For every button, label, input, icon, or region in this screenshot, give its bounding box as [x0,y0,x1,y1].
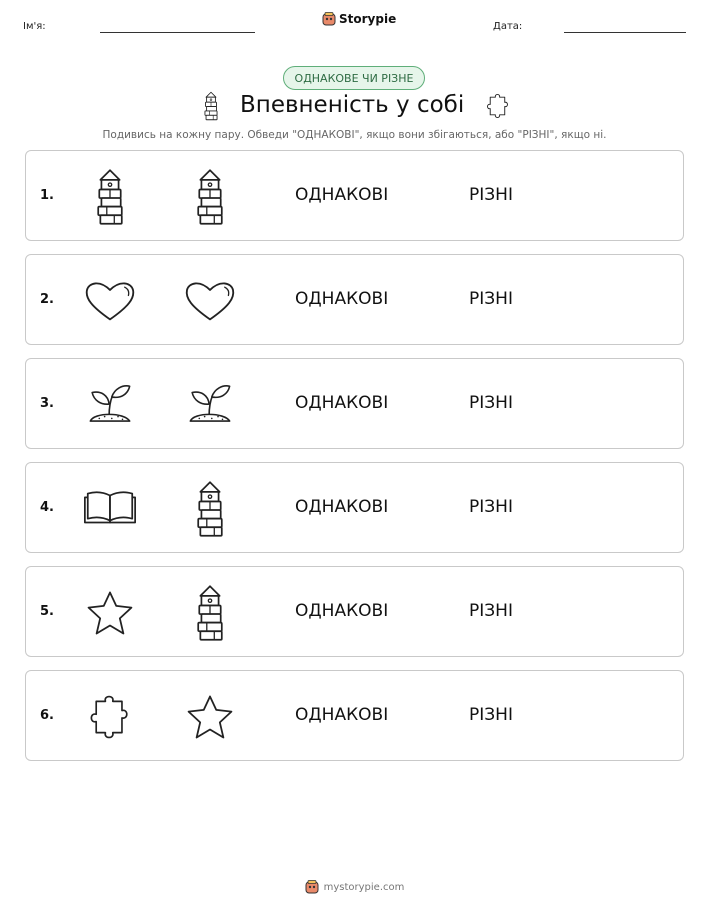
block-tower-icon [200,90,222,122]
option-different[interactable]: РІЗНІ [469,601,513,621]
footer-url[interactable]: mystorypie.com [323,881,405,893]
sprout-icon [185,380,235,430]
block-tower-icon [188,583,232,643]
heart-icon [182,278,238,324]
page-title: Впевненість у собі [240,92,465,118]
exercise-row [25,566,684,657]
option-same[interactable]: ОДНАКОВІ [295,289,389,309]
option-same[interactable]: ОДНАКОВІ [295,601,389,621]
block-tower-icon [188,167,232,227]
worksheet-type-badge: ОДНАКОВЕ ЧИ РІЗНЕ [283,66,425,90]
exercise-row [25,358,684,449]
option-same[interactable]: ОДНАКОВІ [295,185,389,205]
date-field-line[interactable] [564,32,686,33]
exercise-row [25,254,684,345]
option-same[interactable]: ОДНАКОВІ [295,705,389,725]
date-label: Дата: [493,21,523,32]
sprout-icon [85,380,135,430]
row-number: 5. [40,604,54,619]
puzzle-piece-icon [87,691,133,743]
brand-name: Storypie [339,12,397,26]
option-different[interactable]: РІЗНІ [469,705,513,725]
storypie-logo-icon [322,12,336,26]
option-different[interactable]: РІЗНІ [469,289,513,309]
storypie-logo-icon [305,880,319,894]
exercise-row [25,150,684,241]
option-same[interactable]: ОДНАКОВІ [295,393,389,413]
open-book-icon [81,487,139,531]
instructions: Подивись на кожну пару. Обведи "ОДНАКОВІ", якщо вони збігаються, або "РІЗНІ", якщо ні. [102,129,607,141]
exercise-row [25,670,684,761]
name-label: Ім'я: [23,21,46,32]
exercise-row [25,462,684,553]
row-number: 3. [40,396,54,411]
footer [0,880,709,894]
star-icon [83,588,137,638]
option-different[interactable]: РІЗНІ [469,393,513,413]
block-tower-icon [188,479,232,539]
brand-logo [322,12,396,26]
block-tower-icon [88,167,132,227]
row-number: 2. [40,292,54,307]
star-icon [183,692,237,742]
heart-icon [82,278,138,324]
name-field-line[interactable] [100,32,255,33]
option-different[interactable]: РІЗНІ [469,497,513,517]
row-number: 4. [40,500,54,515]
option-same[interactable]: ОДНАКОВІ [295,497,389,517]
row-number: 6. [40,708,54,723]
option-different[interactable]: РІЗНІ [469,185,513,205]
puzzle-piece-icon [485,92,511,120]
row-number: 1. [40,188,54,203]
